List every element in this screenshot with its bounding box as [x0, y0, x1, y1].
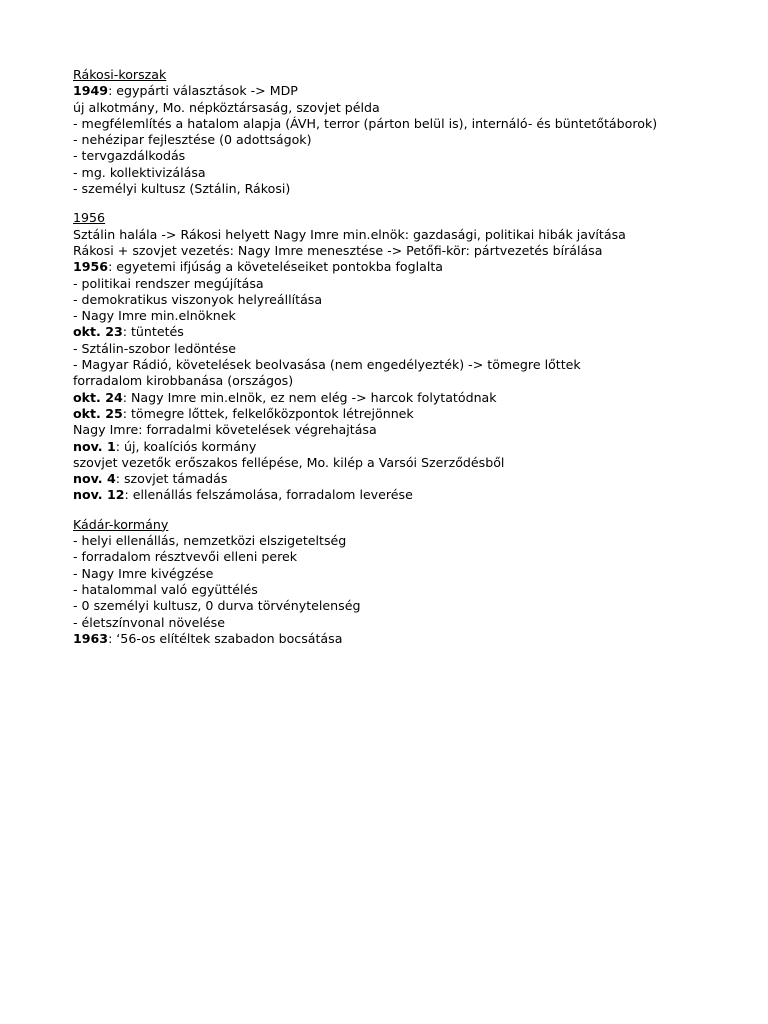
line-text: - 0 személyi kultusz, 0 durva törvénytelenség: [73, 598, 361, 614]
line-text: - helyi ellenállás, nemzetközi elszigeteltség: [73, 533, 347, 549]
text-line: [73, 439, 753, 455]
line-text: - személyi kultusz (Sztálin, Rákosi): [73, 181, 291, 197]
text-line: [73, 406, 753, 422]
text-line: [73, 227, 753, 243]
line-text: - megfélemlítés a hatalom alapja (ÁVH, terror (párton belül is), internáló- és büntetőtáborok): [73, 115, 658, 131]
text-line: [73, 243, 753, 259]
text-line: [73, 341, 753, 357]
line-text: : új, koalíciós kormány: [115, 438, 257, 454]
bold-date: nov. 12: [73, 487, 125, 503]
bold-date: okt. 24: [73, 389, 123, 405]
text-line: [73, 276, 753, 292]
bold-date: okt. 25: [73, 405, 123, 421]
text-line: [73, 148, 753, 164]
line-text: Nagy Imre: forradalmi követelések végrehajtása: [73, 422, 377, 438]
text-line: [73, 308, 753, 324]
bold-date: nov. 1: [73, 438, 116, 454]
text-line: [73, 292, 753, 308]
line-text: : tüntetés: [122, 324, 184, 340]
section-1956: [73, 210, 753, 503]
line-text: szovjet vezetők erőszakos fellépése, Mo. kilép a Varsói Szerződésből: [73, 454, 505, 470]
bold-date: okt. 23: [73, 324, 123, 340]
bold-date: 1963: [73, 630, 109, 646]
text-line: [73, 615, 753, 631]
line-text: : egypárti választások -> MDP: [108, 83, 298, 99]
text-line: [73, 116, 753, 132]
text-line: [73, 259, 753, 275]
text-line: [73, 487, 753, 503]
line-text: - tervgazdálkodás: [73, 148, 186, 164]
section-kadar: [73, 517, 753, 647]
text-line: [73, 324, 753, 340]
line-text: - nehézipar fejlesztése (0 adottságok): [73, 132, 312, 148]
line-text: - Sztálin-szobor ledöntése: [73, 340, 237, 356]
line-text: : tömegre lőttek, felkelőközpontok létrejönnek: [122, 405, 414, 421]
section-heading: Rákosi-korszak: [73, 67, 167, 82]
section-rakosi: [73, 67, 753, 197]
document-page: [73, 67, 753, 647]
text-line: [73, 549, 753, 565]
line-text: új alkotmány, Mo. népköztársaság, szovjet példa: [73, 99, 380, 115]
bold-date: nov. 4: [73, 471, 116, 487]
line-text: - politikai rendszer megújítása: [73, 275, 264, 291]
line-text: - forradalom résztvevői elleni perek: [73, 549, 298, 565]
section-heading: 1956: [73, 210, 106, 226]
line-text: - demokratikus viszonyok helyreállítása: [73, 291, 323, 307]
line-text: - Magyar Rádió, követelések beolvasása (nem engedélyezték) -> tömegre lőttek: [73, 357, 581, 373]
text-line: [73, 373, 753, 389]
text-line: [73, 566, 753, 582]
line-text: - Nagy Imre min.elnöknek: [73, 308, 236, 324]
line-text: - hatalommal való együttélés: [73, 581, 258, 597]
line-text: - életszínvonal növelése: [73, 614, 225, 630]
line-text: - Nagy Imre kivégzése: [73, 565, 214, 581]
line-text: : Nagy Imre min.elnök, ez nem elég -> harcok folytatódnak: [122, 389, 497, 405]
text-line: [73, 181, 753, 197]
text-line: [73, 165, 753, 181]
line-text: Sztálin halála -> Rákosi helyett Nagy Imre min.elnök: gazdasági, politikai hibák javítása: [73, 226, 626, 242]
text-line: [73, 582, 753, 598]
text-line: [73, 455, 753, 471]
line-text: Rákosi + szovjet vezetés: Nagy Imre menesztése -> Petőfi-kör: pártvezetés bírálása: [73, 242, 603, 258]
text-line: [73, 471, 753, 487]
text-line: [73, 100, 753, 116]
text-line: [73, 132, 753, 148]
text-line: [73, 390, 753, 406]
text-line: [73, 533, 753, 549]
line-text: : ellenállás felszámolása, forradalom leverése: [124, 487, 413, 503]
bold-date: 1949: [73, 83, 109, 99]
line-text: : egyetemi ifjúság a követeléseiket pontokba foglalta: [108, 259, 443, 275]
line-text: forradalom kirobbanása (országos): [73, 373, 294, 389]
text-line: [73, 598, 753, 614]
text-line: [73, 631, 753, 647]
line-text: : ‘56-os elítéltek szabadon bocsátása: [108, 630, 343, 646]
line-text: - mg. kollektivizálása: [73, 164, 206, 180]
bold-date: 1956: [73, 259, 109, 275]
line-text: : szovjet támadás: [115, 471, 228, 487]
text-line: [73, 83, 753, 99]
text-line: [73, 357, 753, 373]
section-heading: Kádár-kormány: [73, 516, 169, 532]
text-line: [73, 422, 753, 438]
